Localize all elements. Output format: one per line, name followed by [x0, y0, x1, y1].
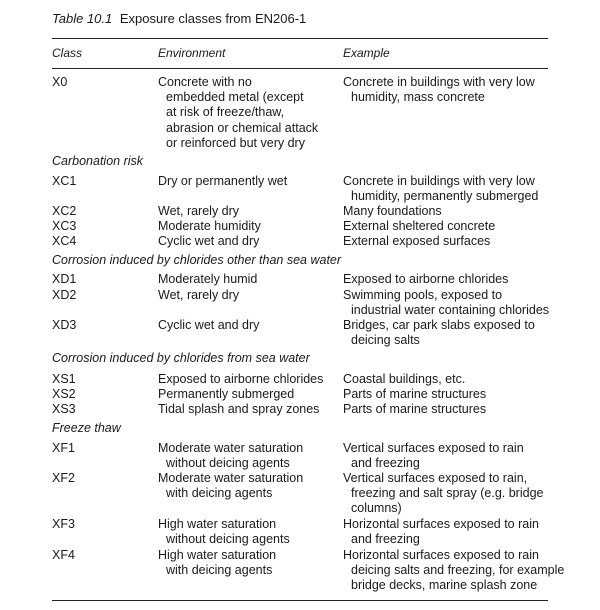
header-example: Example — [343, 46, 390, 60]
example-line: deicing salts — [351, 333, 420, 348]
class-code: XS2 — [52, 387, 76, 401]
header-environment: Environment — [158, 46, 226, 60]
environment-cell — [158, 387, 294, 402]
environment-line: Moderate water saturation — [158, 441, 304, 455]
example-line: humidity, permanently submerged — [351, 189, 539, 204]
class-code: XS3 — [52, 402, 76, 416]
example-line: humidity, mass concrete — [351, 90, 485, 105]
class-code: XF4 — [52, 548, 75, 562]
environment-line: without deicing agents — [166, 456, 290, 471]
class-code: XC4 — [52, 234, 77, 248]
environment-line: with deicing agents — [166, 563, 273, 578]
example-line: Many foundations — [343, 204, 442, 218]
example-cell — [343, 174, 538, 204]
example-cell — [343, 318, 535, 348]
class-code: XD1 — [52, 272, 77, 286]
environment-line: Moderate humidity — [158, 219, 261, 233]
environment-cell — [158, 402, 319, 417]
example-line: bridge decks, marine splash zone — [351, 578, 538, 593]
environment-line: with deicing agents — [166, 486, 273, 501]
environment-line: embedded metal (except — [166, 90, 304, 105]
example-line: Coastal buildings, etc. — [343, 372, 466, 386]
class-code: XF2 — [52, 471, 75, 485]
environment-line: Wet, rarely dry — [158, 204, 240, 218]
table-title: Exposure classes from EN206-1 — [119, 11, 307, 26]
environment-cell — [158, 548, 276, 578]
example-cell — [343, 75, 535, 105]
example-cell — [343, 471, 543, 517]
environment-line: at risk of freeze/thaw, — [166, 105, 285, 120]
environment-cell — [158, 174, 287, 189]
example-cell — [343, 219, 495, 234]
example-line: Vertical surfaces exposed to rain, — [343, 471, 528, 485]
example-cell — [343, 548, 564, 594]
example-line: Parts of marine structures — [343, 387, 487, 401]
environment-cell — [158, 234, 259, 249]
example-line: Bridges, car park slabs exposed to — [343, 318, 535, 332]
environment-cell — [158, 318, 259, 333]
class-code: XD3 — [52, 318, 77, 332]
environment-line: Wet, rarely dry — [158, 288, 240, 302]
environment-line: High water saturation — [158, 517, 277, 531]
example-cell — [343, 272, 508, 287]
environment-line: Dry or permanently wet — [158, 174, 288, 188]
bottom-rule — [52, 600, 548, 601]
example-line: and freezing — [351, 456, 420, 471]
environment-cell — [158, 219, 261, 234]
environment-line: Tidal splash and spray zones — [158, 402, 320, 416]
table-number: Table 10.1 — [52, 11, 113, 26]
example-line: Parts of marine structures — [343, 402, 487, 416]
example-line: deicing salts and freezing, for example — [351, 563, 565, 578]
example-cell — [343, 517, 539, 547]
environment-line: Moderately humid — [158, 272, 258, 286]
example-line: Horizontal surfaces exposed to rain — [343, 517, 539, 531]
example-line: industrial water containing chlorides — [351, 303, 550, 318]
group-heading-chlorides-other: Corrosion induced by chlorides other than sea water — [52, 253, 342, 267]
example-cell — [343, 234, 490, 249]
environment-line: Permanently submerged — [158, 387, 295, 401]
class-code: XF3 — [52, 517, 75, 531]
example-line: Swimming pools, exposed to — [343, 288, 503, 302]
example-line: Vertical surfaces exposed to rain — [343, 441, 524, 455]
example-line: Horizontal surfaces exposed to rain — [343, 548, 539, 562]
class-code: XC2 — [52, 204, 77, 218]
header-class: Class — [52, 46, 83, 60]
top-rule — [52, 38, 548, 39]
class-code: XC3 — [52, 219, 77, 233]
example-cell — [343, 402, 486, 417]
example-line: Concrete in buildings with very low — [343, 75, 535, 89]
header-rule — [52, 68, 548, 69]
class-code: XC1 — [52, 174, 77, 188]
class-code: X0 — [52, 75, 68, 89]
class-code: XF1 — [52, 441, 75, 455]
environment-line: or reinforced but very dry — [166, 135, 305, 150]
example-cell — [343, 204, 442, 219]
environment-cell — [158, 471, 303, 501]
environment-line: Exposed to airborne chlorides — [158, 372, 324, 386]
environment-line: Moderate water saturation — [158, 471, 304, 485]
example-line: Concrete in buildings with very low — [343, 174, 535, 188]
example-cell — [343, 441, 524, 471]
group-heading-freeze-thaw: Freeze thaw — [52, 421, 121, 435]
class-code: XD2 — [52, 288, 77, 302]
example-cell — [343, 387, 486, 402]
environment-cell — [158, 75, 318, 151]
class-code: XS1 — [52, 372, 76, 386]
environment-cell — [158, 517, 290, 547]
example-line: Exposed to airborne chlorides — [343, 272, 509, 286]
group-heading-carbonation: Carbonation risk — [52, 154, 144, 168]
environment-cell — [158, 441, 303, 471]
environment-line: abrasion or chemical attack — [166, 120, 319, 135]
environment-line: High water saturation — [158, 548, 277, 562]
environment-line: Cyclic wet and dry — [158, 318, 260, 332]
example-line: freezing and salt spray (e.g. bridge — [351, 486, 544, 501]
environment-cell — [158, 204, 239, 219]
environment-line: without deicing agents — [166, 532, 290, 547]
example-line: and freezing — [351, 532, 420, 547]
table-caption — [52, 10, 306, 27]
environment-line: Concrete with no — [158, 75, 252, 89]
environment-cell — [158, 372, 323, 387]
example-cell — [343, 288, 549, 318]
environment-cell — [158, 288, 239, 303]
example-line: columns) — [351, 501, 402, 516]
group-heading-chlorides-sea: Corrosion induced by chlorides from sea water — [52, 351, 310, 365]
example-line: External sheltered concrete — [343, 219, 496, 233]
example-cell — [343, 372, 465, 387]
environment-line: Cyclic wet and dry — [158, 234, 260, 248]
environment-cell — [158, 272, 257, 287]
example-line: External exposed surfaces — [343, 234, 491, 248]
